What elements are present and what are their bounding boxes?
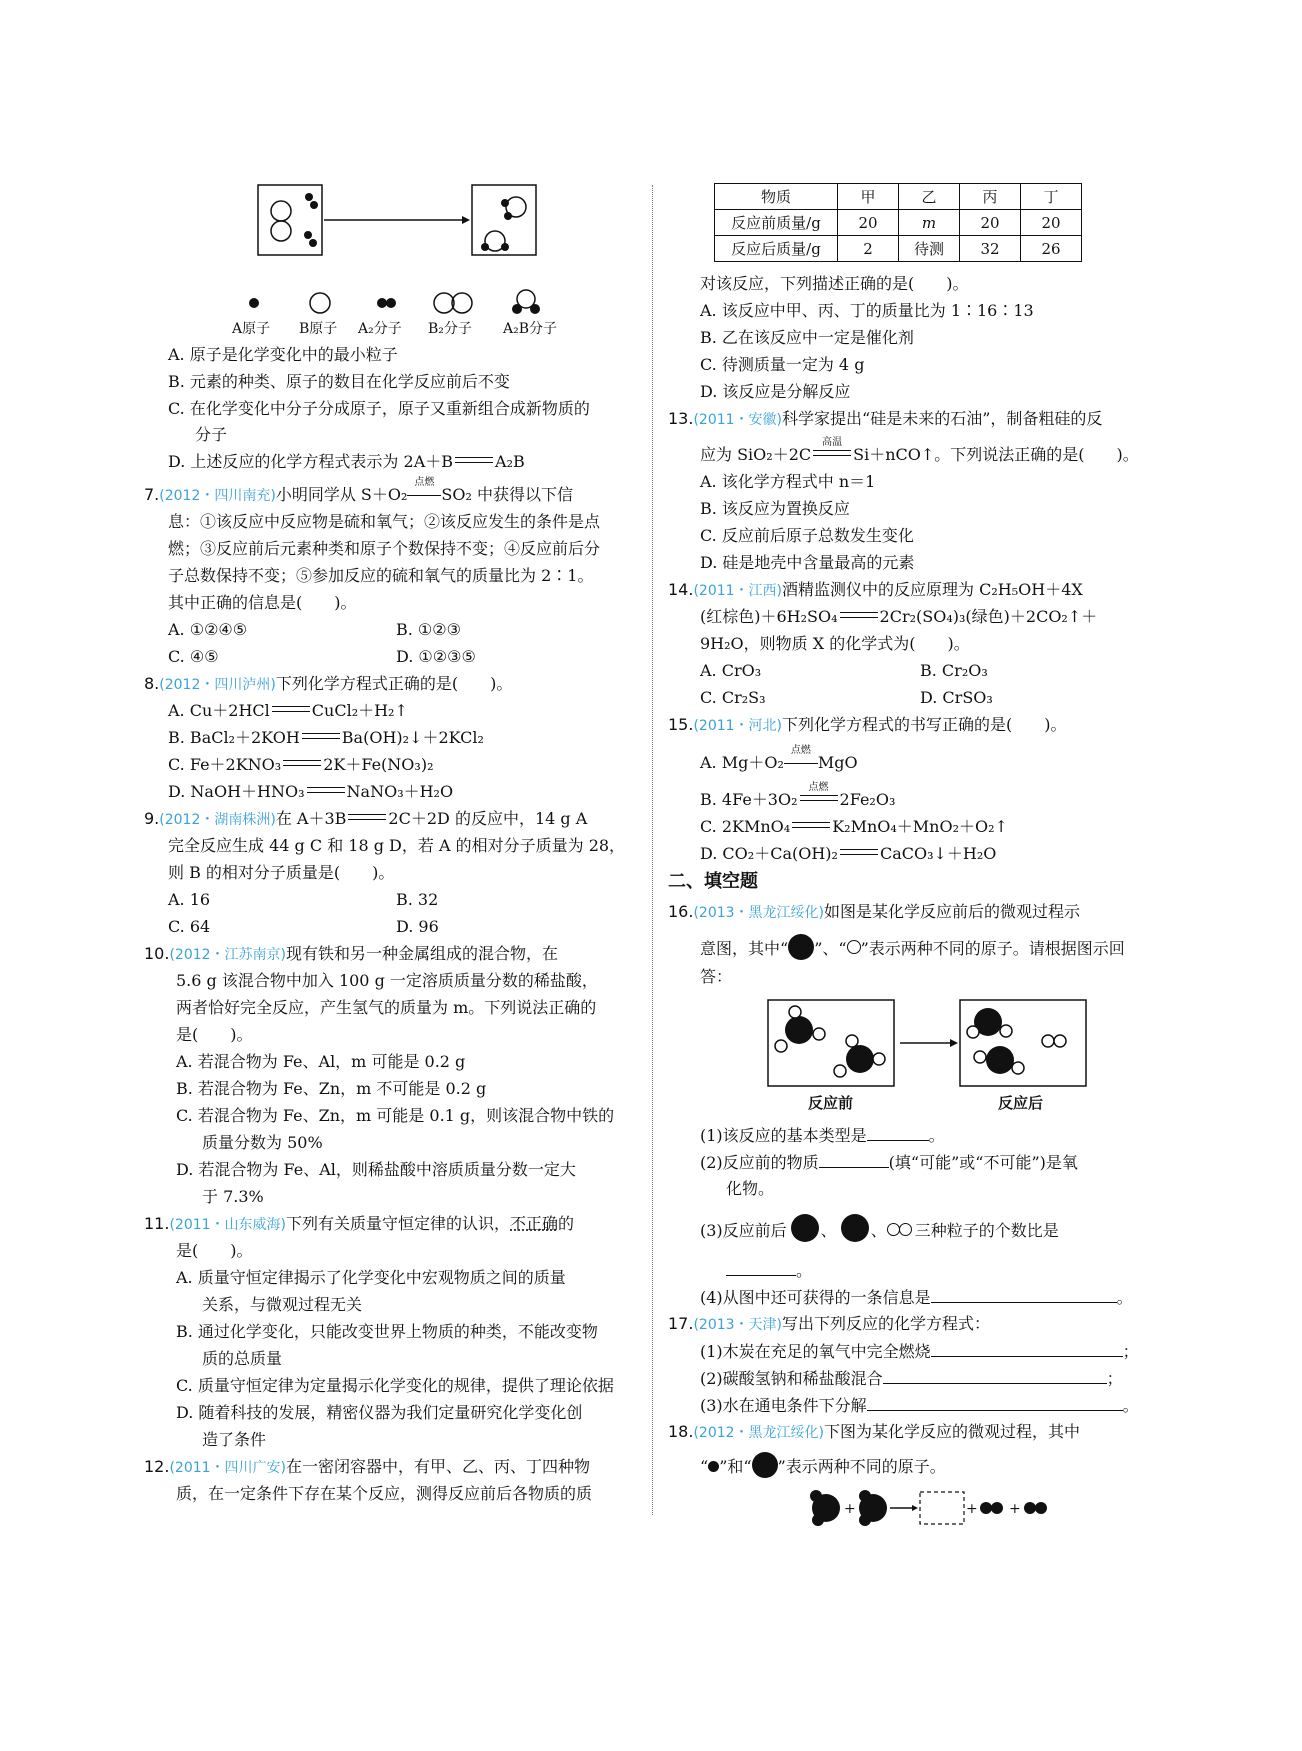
q10-stem: 10.(2012・江苏南京)现有铁和另一种金属组成的混合物，在 <box>144 944 559 963</box>
table-row <box>715 210 1082 236</box>
q13-line-2: 应为 SiO₂＋2C 高温 Si＋nCO↑。下列说法正确的是( )。 <box>700 437 1139 464</box>
q13-stem: 13.(2011・安徽)科学家提出“硅是未来的石油”，制备粗硅的反 <box>668 409 1103 428</box>
q11-option-a-cont: 关系，与微观过程无关 <box>202 1295 363 1314</box>
q7-option-b: B. ①②③ <box>396 620 461 639</box>
q7-option-c: C. ④⑤ <box>168 647 219 666</box>
q17-item-2: (2)碳酸氢钠和稀盐酸混合 ； <box>700 1369 1123 1388</box>
table-header: 乙 <box>899 184 960 210</box>
table-cell: 20 <box>960 210 1021 236</box>
mass-table <box>714 183 1082 262</box>
q12-line-2: 质，在一定条件下存在某个反应，测得反应前后各物质的质 <box>176 1484 593 1503</box>
q9-stem: 9.(2012・湖南株洲)在 A＋3B 2C＋2D 的反应中，14 g A <box>144 809 588 828</box>
q10-option-d-cont: 于 7.3% <box>202 1187 264 1206</box>
table-row <box>715 236 1082 262</box>
q7-line-2: 息：①该反应中反应物是硫和氧气；②该反应发生的条件是点 <box>168 512 601 531</box>
table-header: 丙 <box>960 184 1021 210</box>
black-atom-icon <box>788 934 814 960</box>
section-heading-fill-in: 二、填空题 <box>668 871 758 892</box>
q9-option-d: D. 96 <box>396 917 439 936</box>
q16-sub-3: (3)反应前后 、 、 三种粒子的个数比是 <box>700 1220 1059 1242</box>
legend-b2-molecule: B₂分子 <box>428 321 472 337</box>
table-header: 物质 <box>715 184 838 210</box>
q8-stem: 8.(2012・四川泸州)下列化学方程式正确的是( )。 <box>144 674 513 693</box>
table-cell: 26 <box>1021 236 1082 262</box>
table-cell: 20 <box>1021 210 1082 236</box>
q18-stem: 18.(2012・黑龙江绥化)下图为某化学反应的微观过程，其中 <box>668 1422 1081 1441</box>
q7-stem: 7.(2012・四川南充)小明同学从 S＋O₂ 点燃 SO₂ 中获得以下信 <box>144 477 574 504</box>
q7-line-5: 其中正确的信息是( )。 <box>168 593 357 612</box>
q13-option-a: A. 该化学方程式中 n＝1 <box>700 472 876 491</box>
q15-option-b: B. 4Fe＋3O₂ 点燃 2Fe₂O₃ <box>700 782 896 809</box>
q15-option-a: A. Mg＋O₂ 点燃 MgO <box>700 745 858 772</box>
table-cell: 待测 <box>899 236 960 262</box>
table-cell: 反应后质量/g <box>715 236 838 262</box>
q11-option-a: A. 质量守恒定律揭示了化学变化中宏观物质之间的质量 <box>176 1268 566 1287</box>
answer-blank[interactable] <box>883 1367 1107 1384</box>
answer-blank[interactable] <box>931 1340 1123 1357</box>
answer-blank[interactable] <box>867 1394 1123 1411</box>
q7-option-d: D. ①②③⑤ <box>396 647 476 666</box>
table-header: 丁 <box>1021 184 1082 210</box>
answer-blank[interactable] <box>726 1259 796 1276</box>
q10-option-a: A. 若混合物为 Fe、Al，m 可能是 0.2 g <box>176 1052 466 1071</box>
molecule-icon <box>837 1222 871 1240</box>
q11-option-b: B. 通过化学变化，只能改变世界上物质的种类，不能改变物 <box>176 1322 598 1341</box>
q16-stem: 16.(2013・黑龙江绥化)如图是某化学反应前后的微观过程示 <box>668 902 1081 921</box>
q6-reaction-diagram <box>258 183 548 263</box>
q8-option-d: D. NaOH＋HNO₃ NaNO₃＋H₂O <box>168 782 454 801</box>
q11-option-d-cont: 造了条件 <box>202 1430 267 1449</box>
q9-option-a: A. 16 <box>168 890 211 909</box>
q10-option-d: D. 若混合物为 Fe、Al，则稀盐酸中溶质质量分数一定大 <box>176 1160 576 1179</box>
q6-option-c-cont: 分子 <box>195 425 228 444</box>
q6-option-d: D. 上述反应的化学方程式表示为 2A＋B A₂B <box>168 452 525 471</box>
q16-sub-2-cont: 化物。 <box>726 1179 775 1198</box>
q14-line-3: 9H₂O，则物质 X 的化学式为( )。 <box>700 634 970 653</box>
q11-option-d: D. 随着科技的发展，精密仪器为我们定量研究化学变化创 <box>176 1403 583 1422</box>
table-row <box>715 184 1082 210</box>
label-after-reaction: 反应后 <box>998 1094 1044 1112</box>
q17-item-1: (1)木炭在充足的氧气中完全燃烧 ； <box>700 1342 1139 1361</box>
q12-stem: 12.(2011・四川广安)在一密闭容器中，有甲、乙、丙、丁四种物 <box>144 1457 591 1476</box>
q16-sub-3-cont: 。 <box>726 1259 812 1282</box>
q12-option-d: D. 该反应是分解反应 <box>700 382 851 401</box>
table-cell: m <box>899 210 960 236</box>
q9-line-2: 完全反应生成 44 g C 和 18 g D，若 A 的相对分子质量为 28， <box>168 836 626 855</box>
q14-option-c: C. Cr₂S₃ <box>700 688 766 707</box>
answer-blank[interactable] <box>931 1286 1117 1303</box>
q12-option-a: A. 该反应中甲、丙、丁的质量比为 1∶16∶13 <box>700 301 1034 320</box>
q7-option-a: A. ①②④⑤ <box>168 620 248 639</box>
q15-option-d: D. CO₂＋Ca(OH)₂ CaCO₃↓＋H₂O <box>700 844 997 863</box>
q18-line-2: “ ”和“ ”表示两种不同的原子。 <box>700 1452 946 1478</box>
table-cell: 反应前质量/g <box>715 210 838 236</box>
legend-a-atom: A原子 <box>232 321 271 337</box>
q10-option-c-cont: 质量分数为 50% <box>202 1133 323 1152</box>
legend-b-atom: B原子 <box>299 321 338 337</box>
q11-line-2: 是( )。 <box>176 1241 253 1260</box>
plus-sign: + <box>1009 1501 1021 1517</box>
legend-icons <box>244 290 574 316</box>
small-black-atom-icon <box>708 1461 719 1472</box>
q15-stem: 15.(2011・河北)下列化学方程式的书写正确的是( )。 <box>668 715 1067 734</box>
plus-sign: + <box>844 1501 856 1517</box>
q16-sub-1: (1)该反应的基本类型是 。 <box>700 1126 945 1145</box>
q10-option-b: B. 若混合物为 Fe、Zn，m 不可能是 0.2 g <box>176 1079 487 1098</box>
q16-sub-2: (2)反应前的物质 (填“可能”或“不可能”)是氧 <box>700 1153 1078 1172</box>
q7-line-4: 子总数保持不变；⑤参加反应的硫和氧气的质量比为 2∶1。 <box>168 566 594 585</box>
table-cell: 2 <box>838 236 899 262</box>
legend-a2-molecule: A₂分子 <box>358 321 402 337</box>
q15-option-c: C. 2KMnO₄ K₂MnO₄＋MnO₂＋O₂↑ <box>700 817 1008 836</box>
legend-a2b-molecule: A₂B分子 <box>503 321 558 337</box>
q11-option-b-cont: 质的总质量 <box>202 1349 283 1368</box>
table-cell: 32 <box>960 236 1021 262</box>
q12-option-c: C. 待测质量一定为 4 g <box>700 355 865 374</box>
q10-line-4: 是( )。 <box>176 1025 253 1044</box>
q8-option-c: C. Fe＋2KNO₃ 2K＋Fe(NO₃)₂ <box>168 755 434 774</box>
answer-blank[interactable] <box>867 1124 929 1141</box>
q7-line-3: 燃；③反应前后元素种类和原子个数保持不变；④反应前后分 <box>168 539 601 558</box>
table-cell: 20 <box>838 210 899 236</box>
q13-option-c: C. 反应前后原子总数发生变化 <box>700 526 914 545</box>
q16-reaction-diagram <box>768 998 1088 1090</box>
q10-line-3: 两者恰好完全反应，产生氢气的质量为 m。下列说法正确的 <box>176 998 597 1017</box>
q14-option-a: A. CrO₃ <box>700 661 762 680</box>
q10-line-2: 5.6 g 该混合物中加入 100 g 一定溶质质量分数的稀盐酸， <box>176 971 598 990</box>
q16-line-3: 答： <box>700 967 733 986</box>
q12-question: 对该反应，下列描述正确的是( )。 <box>700 274 969 293</box>
q10-option-c: C. 若混合物为 Fe、Zn，m 可能是 0.1 g，则该混合物中铁的 <box>176 1106 615 1125</box>
q6-option-a: A. 原子是化学变化中的最小粒子 <box>168 345 398 364</box>
q17-item-3: (3)水在通电条件下分解 。 <box>700 1396 1139 1415</box>
q9-option-c: C. 64 <box>168 917 211 936</box>
q13-option-b: B. 该反应为置换反应 <box>700 499 850 518</box>
q14-stem: 14.(2011・江西)酒精监测仪中的反应原理为 C₂H₅OH＋4X <box>668 580 1083 599</box>
q12-option-b: B. 乙在该反应中一定是催化剂 <box>700 328 914 347</box>
q16-line-2: 意图，其中“ ”、“ ”表示两种不同的原子。请根据图示回 <box>700 934 1125 960</box>
q16-sub-4: (4)从图中还可获得的一条信息是 。 <box>700 1288 1133 1307</box>
q17-stem: 17.(2013・天津)写出下列反应的化学方程式： <box>668 1314 991 1333</box>
q6-option-b: B. 元素的种类、原子的数目在化学反应前后不变 <box>168 372 510 391</box>
q11-stem: 11.(2011・山东威海)下列有关质量守恒定律的认识，不正确的 <box>144 1214 575 1233</box>
answer-blank[interactable] <box>819 1151 889 1168</box>
q9-line-3: 则 B 的相对分子质量是( )。 <box>168 863 395 882</box>
white-atom-icon <box>847 940 861 954</box>
q11-option-c: C. 质量守恒定律为定量揭示化学变化的规律，提供了理论依据 <box>176 1376 614 1395</box>
table-header: 甲 <box>838 184 899 210</box>
q6-option-c: C. 在化学变化中分子分成原子，原子又重新组合成新物质的 <box>168 399 590 418</box>
plus-sign: + <box>966 1501 978 1517</box>
q13-option-d: D. 硅是地壳中含量最高的元素 <box>700 553 915 572</box>
q9-option-b: B. 32 <box>396 890 439 909</box>
q8-option-a: A. Cu＋2HCl CuCl₂＋H₂↑ <box>168 701 408 720</box>
q14-line-2: (红棕色)＋6H₂SO₄ 2Cr₂(SO₄)₃(绿色)＋2CO₂↑＋ <box>700 607 1098 626</box>
white-diatomic-icon <box>887 1223 915 1237</box>
label-before-reaction: 反应前 <box>808 1094 854 1112</box>
q14-option-b: B. Cr₂O₃ <box>920 661 988 680</box>
q14-option-d: D. CrSO₃ <box>920 688 993 707</box>
molecule-icon <box>787 1222 821 1240</box>
column-divider <box>652 185 653 1515</box>
large-black-atom-icon <box>752 1452 778 1478</box>
q8-option-b: B. BaCl₂＋2KOH Ba(OH)₂↓＋2KCl₂ <box>168 728 484 747</box>
